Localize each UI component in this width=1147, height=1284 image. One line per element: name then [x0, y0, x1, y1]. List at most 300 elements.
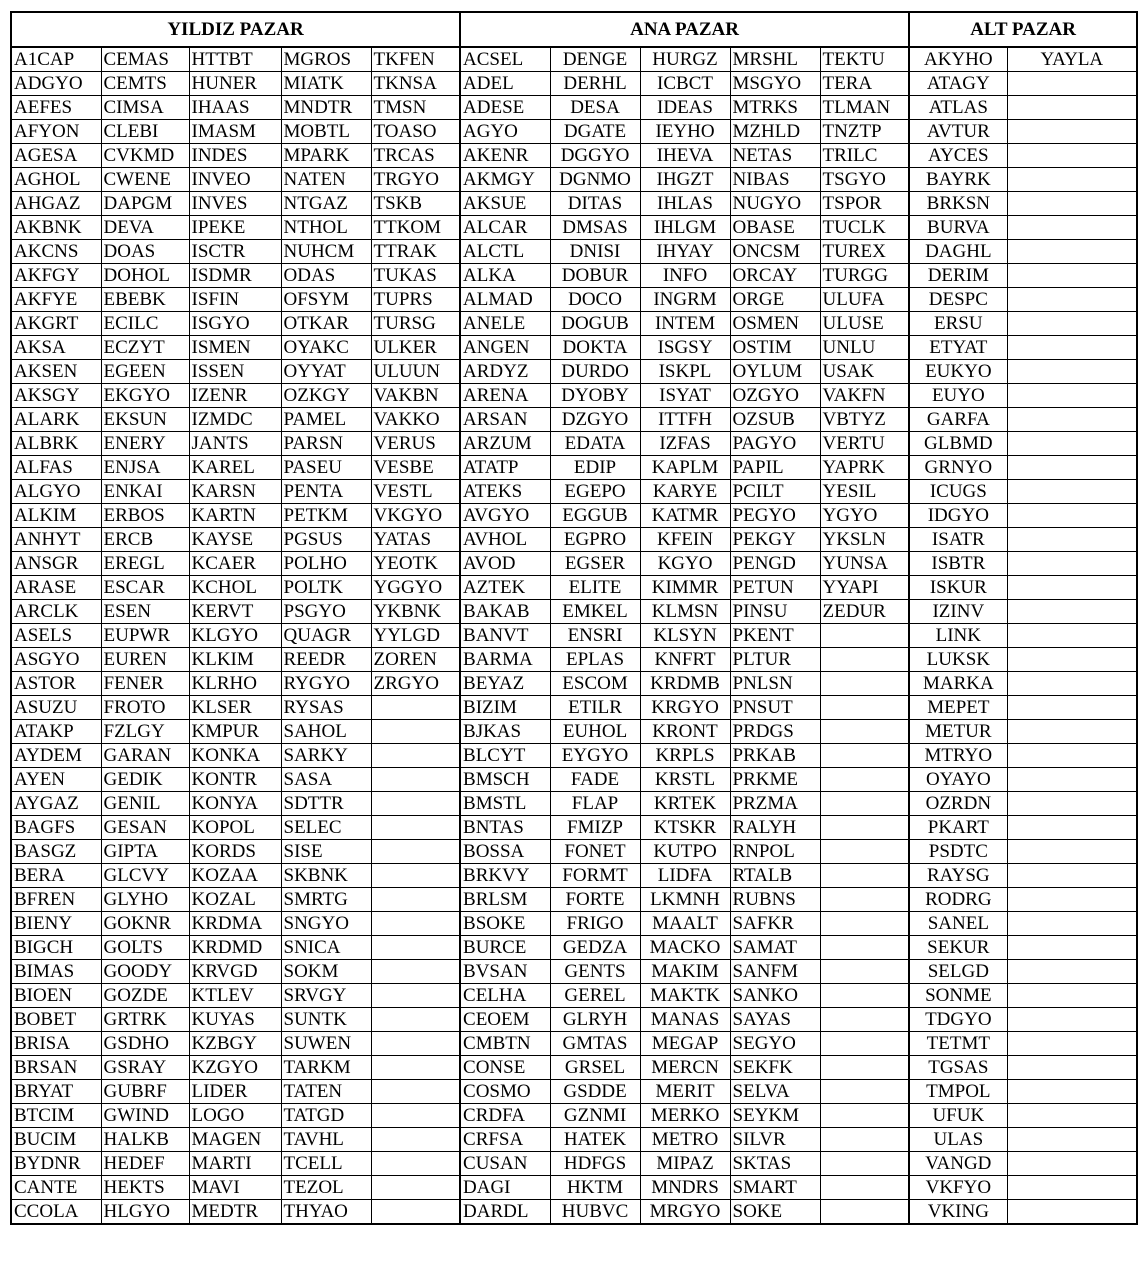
ticker-cell-alt	[1007, 1080, 1137, 1104]
ticker-cell-yildiz: TTKOM	[371, 216, 460, 240]
ticker-cell-yildiz: AKCNS	[11, 240, 101, 264]
ticker-cell-yildiz: EUPWR	[101, 624, 189, 648]
ticker-cell-yildiz: OYYAT	[281, 360, 371, 384]
ticker-cell-yildiz: KUYAS	[189, 1008, 281, 1032]
ticker-cell-ana: BMSCH	[460, 768, 550, 792]
table-row	[11, 192, 1137, 216]
table-row	[11, 576, 1137, 600]
ticker-cell-yildiz: NTHOL	[281, 216, 371, 240]
ticker-cell-yildiz: SELEC	[281, 816, 371, 840]
ticker-cell-yildiz: YYLGD	[371, 624, 460, 648]
ticker-cell-ana: EGEPO	[550, 480, 640, 504]
ticker-cell-yildiz: YEOTK	[371, 552, 460, 576]
ticker-cell-yildiz: MAVI	[189, 1176, 281, 1200]
table-row	[11, 216, 1137, 240]
ticker-cell-ana: FORMT	[550, 864, 640, 888]
ticker-cell-ana: HKTM	[550, 1176, 640, 1200]
ticker-cell-yildiz: INDES	[189, 144, 281, 168]
ticker-cell-yildiz: BYDNR	[11, 1152, 101, 1176]
table-row	[11, 480, 1137, 504]
ticker-cell-ana: IZFAS	[640, 432, 730, 456]
ticker-cell-ana: DNISI	[550, 240, 640, 264]
ticker-cell-yildiz: BERA	[11, 864, 101, 888]
table-row	[11, 1056, 1137, 1080]
ticker-cell-ana: AZTEK	[460, 576, 550, 600]
ticker-cell-alt	[1007, 432, 1137, 456]
ticker-cell-alt: RAYSG	[909, 864, 1007, 888]
ticker-cell-ana: ARZUM	[460, 432, 550, 456]
ticker-cell-ana: HATEK	[550, 1128, 640, 1152]
ticker-cell-ana: FRIGO	[550, 912, 640, 936]
ticker-cell-ana: SOKE	[730, 1200, 820, 1225]
ticker-cell-ana	[820, 1152, 909, 1176]
ticker-cell-ana	[820, 984, 909, 1008]
ticker-cell-yildiz: GWIND	[101, 1104, 189, 1128]
ticker-cell-ana: MTRKS	[730, 96, 820, 120]
ticker-cell-yildiz: TOASO	[371, 120, 460, 144]
ticker-cell-yildiz: GOKNR	[101, 912, 189, 936]
ticker-cell-ana: IHYAY	[640, 240, 730, 264]
ticker-cell-ana	[820, 864, 909, 888]
ticker-cell-yildiz: KONKA	[189, 744, 281, 768]
ticker-cell-yildiz: KLRHO	[189, 672, 281, 696]
table-row	[11, 47, 1137, 72]
ticker-cell-ana	[820, 888, 909, 912]
ticker-cell-yildiz: ECZYT	[101, 336, 189, 360]
ticker-cell-ana: KAPLM	[640, 456, 730, 480]
ticker-cell-alt: ICUGS	[909, 480, 1007, 504]
ticker-cell-ana: KUTPO	[640, 840, 730, 864]
ticker-cell-ana: DOBUR	[550, 264, 640, 288]
ticker-cell-ana: CUSAN	[460, 1152, 550, 1176]
ticker-cell-yildiz: SUWEN	[281, 1032, 371, 1056]
ticker-cell-ana: ZEDUR	[820, 600, 909, 624]
table-row	[11, 936, 1137, 960]
ticker-cell-yildiz: AGESA	[11, 144, 101, 168]
ticker-cell-ana: KGYO	[640, 552, 730, 576]
ticker-cell-yildiz: KCAER	[189, 552, 281, 576]
ticker-cell-yildiz	[371, 1176, 460, 1200]
ticker-cell-yildiz: GESAN	[101, 816, 189, 840]
ticker-cell-yildiz: MNDTR	[281, 96, 371, 120]
ticker-cell-ana: SAYAS	[730, 1008, 820, 1032]
ticker-cell-alt	[1007, 984, 1137, 1008]
ticker-cell-yildiz: KZGYO	[189, 1056, 281, 1080]
ticker-cell-ana	[820, 672, 909, 696]
ticker-cell-yildiz: PARSN	[281, 432, 371, 456]
ticker-cell-ana	[820, 768, 909, 792]
ticker-cell-yildiz: BIMAS	[11, 960, 101, 984]
ticker-cell-alt: ERSU	[909, 312, 1007, 336]
ticker-cell-alt	[1007, 576, 1137, 600]
ticker-cell-alt: EUKYO	[909, 360, 1007, 384]
ticker-cell-yildiz	[371, 696, 460, 720]
ticker-cell-ana: BSOKE	[460, 912, 550, 936]
ticker-cell-alt: VKING	[909, 1200, 1007, 1225]
ticker-cell-ana: AVGYO	[460, 504, 550, 528]
ticker-cell-ana: TUREX	[820, 240, 909, 264]
ticker-cell-ana: FADE	[550, 768, 640, 792]
ticker-cell-ana: FORTE	[550, 888, 640, 912]
ticker-cell-yildiz: OFSYM	[281, 288, 371, 312]
ticker-cell-yildiz: FROTO	[101, 696, 189, 720]
ticker-cell-ana: TSGYO	[820, 168, 909, 192]
ticker-cell-ana	[820, 1104, 909, 1128]
ticker-cell-yildiz: EGEEN	[101, 360, 189, 384]
ticker-cell-ana: DESA	[550, 96, 640, 120]
ticker-cell-yildiz: ZRGYO	[371, 672, 460, 696]
table-row	[11, 456, 1137, 480]
ticker-cell-yildiz: KLGYO	[189, 624, 281, 648]
ticker-cell-ana: AKSUE	[460, 192, 550, 216]
ticker-cell-yildiz: FENER	[101, 672, 189, 696]
ticker-cell-yildiz: TRCAS	[371, 144, 460, 168]
ticker-cell-yildiz: AKFYE	[11, 288, 101, 312]
ticker-cell-ana: MERKO	[640, 1104, 730, 1128]
ticker-cell-yildiz: GOZDE	[101, 984, 189, 1008]
ticker-cell-ana: TUCLK	[820, 216, 909, 240]
ticker-cell-ana: ALKA	[460, 264, 550, 288]
ticker-cell-alt	[1007, 648, 1137, 672]
ticker-cell-ana: ORGE	[730, 288, 820, 312]
ticker-cell-ana	[820, 840, 909, 864]
ticker-cell-yildiz: ISCTR	[189, 240, 281, 264]
ticker-cell-ana: VAKFN	[820, 384, 909, 408]
ticker-cell-ana: SKTAS	[730, 1152, 820, 1176]
ticker-cell-yildiz: RYGYO	[281, 672, 371, 696]
ticker-cell-alt	[1007, 192, 1137, 216]
ticker-cell-alt	[1007, 288, 1137, 312]
ticker-cell-yildiz: NATEN	[281, 168, 371, 192]
ticker-cell-ana: IHGZT	[640, 168, 730, 192]
header-ana-pazar: ANA PAZAR	[460, 12, 909, 47]
ticker-cell-ana: BLCYT	[460, 744, 550, 768]
ticker-cell-ana	[820, 792, 909, 816]
ticker-cell-yildiz: CWENE	[101, 168, 189, 192]
ticker-cell-yildiz: MEDTR	[189, 1200, 281, 1225]
ticker-cell-ana: PRDGS	[730, 720, 820, 744]
ticker-cell-ana: BRKVY	[460, 864, 550, 888]
ticker-cell-yildiz	[371, 792, 460, 816]
ticker-cell-yildiz	[371, 1032, 460, 1056]
ticker-cell-ana: GZNMI	[550, 1104, 640, 1128]
ticker-cell-yildiz: KLKIM	[189, 648, 281, 672]
ticker-cell-ana: MERCN	[640, 1056, 730, 1080]
ticker-cell-ana: DOKTA	[550, 336, 640, 360]
ticker-cell-ana: MEGAP	[640, 1032, 730, 1056]
ticker-cell-ana: IDEAS	[640, 96, 730, 120]
table-row	[11, 312, 1137, 336]
ticker-cell-yildiz: IZENR	[189, 384, 281, 408]
ticker-cell-yildiz: ALBRK	[11, 432, 101, 456]
table-row	[11, 888, 1137, 912]
ticker-cell-ana: KRDMB	[640, 672, 730, 696]
ticker-cell-yildiz: ANSGR	[11, 552, 101, 576]
ticker-cell-yildiz: INVEO	[189, 168, 281, 192]
table-row	[11, 360, 1137, 384]
ticker-cell-ana: GENTS	[550, 960, 640, 984]
ticker-cell-ana: INTEM	[640, 312, 730, 336]
ticker-cell-ana: BOSSA	[460, 840, 550, 864]
ticker-cell-ana: GMTAS	[550, 1032, 640, 1056]
ticker-cell-yildiz: ARCLK	[11, 600, 101, 624]
ticker-cell-ana: PNSUT	[730, 696, 820, 720]
table-row	[11, 1200, 1137, 1225]
ticker-cell-ana: IHLAS	[640, 192, 730, 216]
ticker-cell-yildiz: YATAS	[371, 528, 460, 552]
ticker-cell-yildiz: ECILC	[101, 312, 189, 336]
ticker-cell-yildiz	[371, 840, 460, 864]
table-row	[11, 672, 1137, 696]
ticker-cell-yildiz	[371, 984, 460, 1008]
ticker-cell-ana: ITTFH	[640, 408, 730, 432]
ticker-cell-alt	[1007, 216, 1137, 240]
ticker-cell-yildiz: AHGAZ	[11, 192, 101, 216]
ticker-cell-yildiz: THYAO	[281, 1200, 371, 1225]
ticker-cell-yildiz: BRSAN	[11, 1056, 101, 1080]
ticker-cell-yildiz: ULKER	[371, 336, 460, 360]
ticker-cell-alt: TDGYO	[909, 1008, 1007, 1032]
ticker-cell-yildiz: KOPOL	[189, 816, 281, 840]
ticker-cell-alt	[1007, 600, 1137, 624]
table-row	[11, 240, 1137, 264]
ticker-cell-ana: PRKAB	[730, 744, 820, 768]
ticker-cell-yildiz: MOBTL	[281, 120, 371, 144]
ticker-cell-ana: INGRM	[640, 288, 730, 312]
ticker-cell-yildiz: GOODY	[101, 960, 189, 984]
ticker-cell-yildiz: TCELL	[281, 1152, 371, 1176]
ticker-cell-yildiz: HTTBT	[189, 47, 281, 72]
table-row	[11, 504, 1137, 528]
ticker-cell-yildiz: YGGYO	[371, 576, 460, 600]
ticker-cell-alt: BAYRK	[909, 168, 1007, 192]
ticker-cell-yildiz: GENIL	[101, 792, 189, 816]
ticker-cell-yildiz: SASA	[281, 768, 371, 792]
ticker-cell-yildiz: BRYAT	[11, 1080, 101, 1104]
ticker-cell-ana: CELHA	[460, 984, 550, 1008]
ticker-cell-alt: LUKSK	[909, 648, 1007, 672]
ticker-cell-ana: ISYAT	[640, 384, 730, 408]
ticker-cell-alt: ATAGY	[909, 72, 1007, 96]
ticker-cell-ana: RNPOL	[730, 840, 820, 864]
ticker-cell-alt: BURVA	[909, 216, 1007, 240]
ticker-cell-ana	[820, 1032, 909, 1056]
ticker-cell-yildiz: SRVGY	[281, 984, 371, 1008]
ticker-cell-ana: PINSU	[730, 600, 820, 624]
ticker-cell-ana: PRZMA	[730, 792, 820, 816]
ticker-cell-yildiz: AKFGY	[11, 264, 101, 288]
header-yildiz-pazar: YILDIZ PAZAR	[11, 12, 460, 47]
ticker-cell-ana: VERTU	[820, 432, 909, 456]
ticker-cell-ana: KATMR	[640, 504, 730, 528]
ticker-cell-ana	[820, 1008, 909, 1032]
ticker-cell-yildiz: TAVHL	[281, 1128, 371, 1152]
ticker-cell-ana: MACKO	[640, 936, 730, 960]
ticker-cell-alt: OZRDN	[909, 792, 1007, 816]
table-row	[11, 984, 1137, 1008]
ticker-cell-yildiz	[371, 960, 460, 984]
ticker-cell-ana: METRO	[640, 1128, 730, 1152]
ticker-cell-yildiz: REEDR	[281, 648, 371, 672]
ticker-cell-yildiz: EBEBK	[101, 288, 189, 312]
ticker-cell-ana: FMIZP	[550, 816, 640, 840]
table-row	[11, 1128, 1137, 1152]
ticker-cell-ana: DGNMO	[550, 168, 640, 192]
ticker-cell-alt	[1007, 672, 1137, 696]
ticker-cell-ana: RALYH	[730, 816, 820, 840]
ticker-cell-yildiz: KOZAA	[189, 864, 281, 888]
ticker-cell-ana: GRSEL	[550, 1056, 640, 1080]
ticker-cell-alt	[1007, 744, 1137, 768]
ticker-cell-ana: BEYAZ	[460, 672, 550, 696]
ticker-cell-yildiz: OTKAR	[281, 312, 371, 336]
ticker-cell-ana: KIMMR	[640, 576, 730, 600]
ticker-cell-alt	[1007, 792, 1137, 816]
ticker-cell-yildiz: AYEN	[11, 768, 101, 792]
ticker-cell-alt: UFUK	[909, 1104, 1007, 1128]
ticker-cell-yildiz: PSGYO	[281, 600, 371, 624]
ticker-cell-yildiz: BOBET	[11, 1008, 101, 1032]
table-row	[11, 1104, 1137, 1128]
ticker-cell-ana: KRSTL	[640, 768, 730, 792]
ticker-cell-ana: PCILT	[730, 480, 820, 504]
ticker-cell-ana: LIDFA	[640, 864, 730, 888]
ticker-cell-yildiz: CANTE	[11, 1176, 101, 1200]
ticker-cell-ana: PENGD	[730, 552, 820, 576]
ticker-cell-yildiz: ISGYO	[189, 312, 281, 336]
ticker-cell-yildiz: TUKAS	[371, 264, 460, 288]
ticker-cell-ana: DENGE	[550, 47, 640, 72]
ticker-cell-alt: SONME	[909, 984, 1007, 1008]
ticker-cell-yildiz: AKBNK	[11, 216, 101, 240]
ticker-cell-alt: MEPET	[909, 696, 1007, 720]
ticker-cell-ana: ALCTL	[460, 240, 550, 264]
ticker-cell-alt: PKART	[909, 816, 1007, 840]
ticker-cell-yildiz	[371, 1200, 460, 1225]
ticker-cell-alt: VANGD	[909, 1152, 1007, 1176]
ticker-cell-yildiz: HLGYO	[101, 1200, 189, 1225]
ticker-cell-ana	[820, 912, 909, 936]
ticker-cell-alt	[1007, 720, 1137, 744]
ticker-cell-yildiz: OZKGY	[281, 384, 371, 408]
ticker-cell-yildiz: GSDHO	[101, 1032, 189, 1056]
ticker-cell-yildiz: VESTL	[371, 480, 460, 504]
ticker-cell-ana	[820, 936, 909, 960]
ticker-cell-yildiz: SDTTR	[281, 792, 371, 816]
ticker-cell-yildiz: ASGYO	[11, 648, 101, 672]
ticker-cell-alt: SANEL	[909, 912, 1007, 936]
ticker-cell-ana: TLMAN	[820, 96, 909, 120]
ticker-cell-ana: GEDZA	[550, 936, 640, 960]
ticker-cell-ana: ESCOM	[550, 672, 640, 696]
ticker-cell-ana: EUHOL	[550, 720, 640, 744]
ticker-cell-ana: INFO	[640, 264, 730, 288]
ticker-cell-alt	[1007, 624, 1137, 648]
ticker-cell-yildiz: NTGAZ	[281, 192, 371, 216]
ticker-cell-yildiz: MGROS	[281, 47, 371, 72]
ticker-cell-yildiz: BIOEN	[11, 984, 101, 1008]
ticker-cell-yildiz: KZBGY	[189, 1032, 281, 1056]
ticker-cell-ana: HURGZ	[640, 47, 730, 72]
ticker-cell-ana: TEKTU	[820, 47, 909, 72]
ticker-cell-yildiz: TSKB	[371, 192, 460, 216]
ticker-cell-yildiz: DOHOL	[101, 264, 189, 288]
ticker-cell-yildiz: PAMEL	[281, 408, 371, 432]
ticker-cell-ana: DURDO	[550, 360, 640, 384]
ticker-cell-yildiz: DAPGM	[101, 192, 189, 216]
ticker-cell-ana: ATATP	[460, 456, 550, 480]
ticker-cell-alt	[1007, 936, 1137, 960]
ticker-cell-yildiz: PENTA	[281, 480, 371, 504]
ticker-cell-ana: ATEKS	[460, 480, 550, 504]
ticker-cell-yildiz: CVKMD	[101, 144, 189, 168]
table-row	[11, 264, 1137, 288]
table-row	[11, 1176, 1137, 1200]
ticker-cell-yildiz: VKGYO	[371, 504, 460, 528]
ticker-cell-yildiz	[371, 912, 460, 936]
ticker-cell-alt: AYCES	[909, 144, 1007, 168]
ticker-cell-alt: MARKA	[909, 672, 1007, 696]
ticker-cell-ana: AGYO	[460, 120, 550, 144]
ticker-cell-alt: RODRG	[909, 888, 1007, 912]
ticker-cell-alt: LINK	[909, 624, 1007, 648]
ticker-cell-ana: BARMA	[460, 648, 550, 672]
ticker-cell-ana: DGGYO	[550, 144, 640, 168]
ticker-cell-ana: DMSAS	[550, 216, 640, 240]
ticker-cell-yildiz: TMSN	[371, 96, 460, 120]
ticker-cell-yildiz: MPARK	[281, 144, 371, 168]
ticker-cell-ana: GSDDE	[550, 1080, 640, 1104]
ticker-cell-alt: DERIM	[909, 264, 1007, 288]
ticker-cell-yildiz: SISE	[281, 840, 371, 864]
ticker-cell-ana: AKMGY	[460, 168, 550, 192]
table-row	[11, 168, 1137, 192]
ticker-cell-ana: COSMO	[460, 1080, 550, 1104]
ticker-cell-ana: FONET	[550, 840, 640, 864]
ticker-cell-ana: BJKAS	[460, 720, 550, 744]
ticker-cell-alt	[1007, 72, 1137, 96]
ticker-cell-alt	[1007, 408, 1137, 432]
table-row	[11, 1032, 1137, 1056]
ticker-cell-ana: GLRYH	[550, 1008, 640, 1032]
ticker-cell-alt: EUYO	[909, 384, 1007, 408]
ticker-cell-ana: MIPAZ	[640, 1152, 730, 1176]
ticker-cell-alt	[1007, 264, 1137, 288]
ticker-cell-yildiz: TATEN	[281, 1080, 371, 1104]
ticker-cell-ana	[820, 648, 909, 672]
ticker-cell-yildiz: ALGYO	[11, 480, 101, 504]
ticker-cell-yildiz: MIATK	[281, 72, 371, 96]
ticker-cell-ana: NUGYO	[730, 192, 820, 216]
header-alt-pazar: ALT PAZAR	[909, 12, 1137, 47]
ticker-cell-yildiz: AEFES	[11, 96, 101, 120]
table-row	[11, 864, 1137, 888]
ticker-cell-yildiz: VESBE	[371, 456, 460, 480]
ticker-cell-ana: ISGSY	[640, 336, 730, 360]
ticker-cell-ana: OBASE	[730, 216, 820, 240]
ticker-cell-yildiz: AYGAZ	[11, 792, 101, 816]
ticker-cell-yildiz: ODAS	[281, 264, 371, 288]
table-row	[11, 696, 1137, 720]
ticker-cell-yildiz	[371, 720, 460, 744]
ticker-cell-yildiz: VERUS	[371, 432, 460, 456]
ticker-cell-alt	[1007, 960, 1137, 984]
ticker-cell-ana: EDIP	[550, 456, 640, 480]
ticker-cell-ana: DITAS	[550, 192, 640, 216]
ticker-cell-yildiz: KTLEV	[189, 984, 281, 1008]
ticker-cell-ana	[820, 1176, 909, 1200]
ticker-cell-ana: IHLGM	[640, 216, 730, 240]
